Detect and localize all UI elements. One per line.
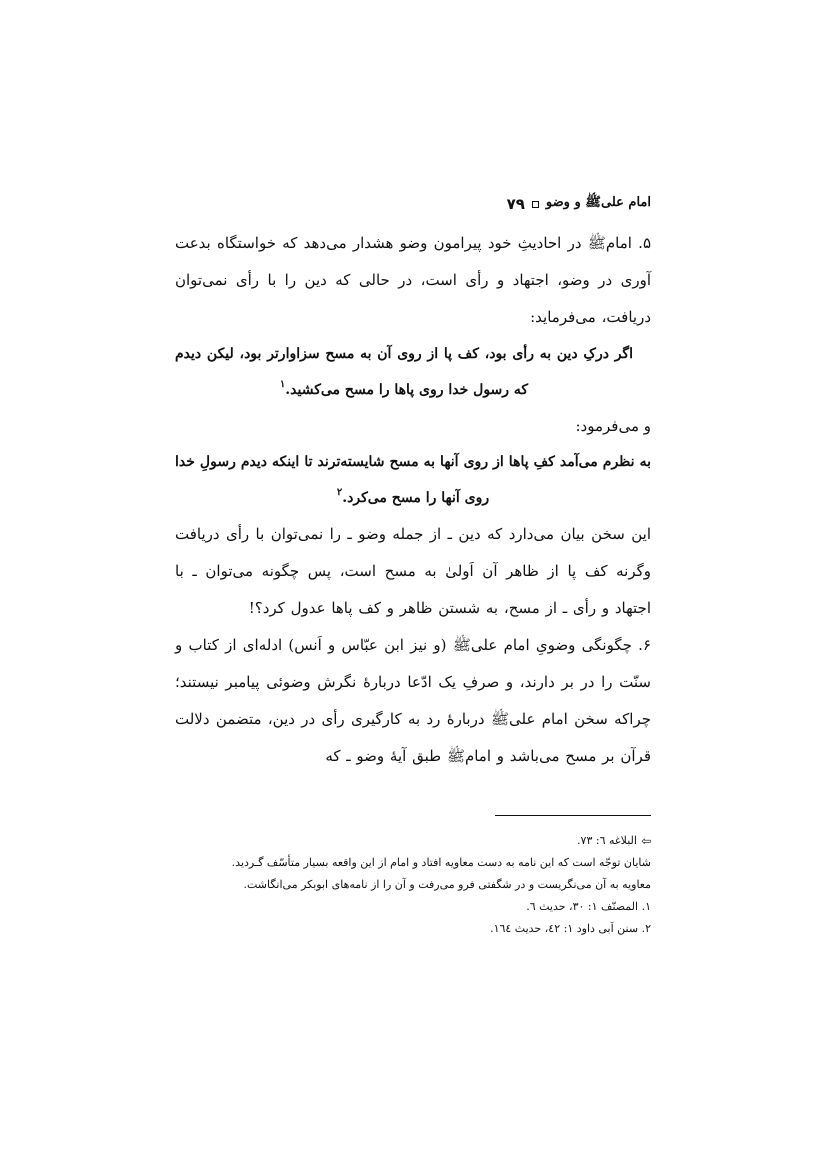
- page-header: [175, 188, 651, 219]
- footnotes: [175, 830, 651, 940]
- lead-text: و می‌فرمود:: [575, 417, 651, 435]
- quote-1-text: اگر درکِ دین به رأی بود، کف پا از روی آن به مسح سزاوارتر بود، لیکن دیدم که رسول خدا روی پاها را مسح می‌کشید.: [175, 346, 633, 398]
- footnote-1: ١. المصنّف ١: ٣٠، حدیث ٦.: [526, 900, 651, 913]
- running-title: امام علی‌ﷺ و وضو: [545, 195, 651, 210]
- quote-1: [175, 336, 651, 408]
- paragraph-explanation: این سخن بیان می‌دارد که دین ـ از جمله وضو ـ را نمی‌توان با رأی دریافت وگرنه کف پا از ظاهر آن اَولیٰ به مسح است، پس چگونه می‌توان ـ با اجتهاد و رأی ـ از مسح، به شستن ظاهر و کف پاها عدول کرد؟!: [175, 525, 651, 617]
- book-page: [175, 188, 651, 1068]
- paragraph-5: ۵. امام‌ﷺ در احادیثِ خود پیرامون وضو هشدار می‌دهد که خواستگاه بدعت آوری در وضو، اجتهاد و رأی است، در حالی که دین را با رأی نمی‌توان دریافت، می‌فرماید:: [175, 234, 651, 326]
- footnote-2: ٢. سنن اَبی داود ١: ٤٢، حدیث ١٦٤.: [490, 922, 651, 935]
- footnote-ref-2: ۲: [336, 487, 343, 499]
- paragraph-6: ۶. چگونگی وضویِ امام علی‌ﷺ (و نیز ابن عبّاس و اَنس) ادله‌ای از کتاب و سنّت را در بر دارند، و صرفِ یک ادّعا دربارهٔ نگرش وضوئی پیامبر نیستند؛ چراکه سخن امام علی‌ﷺ دربارهٔ رد به کارگیری رأی در دین، متضمن دلالت قرآن بر مسح می‌باشد و امام‌ﷺ طبق آیهٔ وضو ـ که: [175, 636, 651, 765]
- footnote-ref-1: ۱: [279, 379, 286, 391]
- footnote-note-cont: معاویه به آن می‌نگریست و در شگفتی فرو می‌رفت و آن را از نامه‌های ابوبکر می‌انگاشت.: [243, 878, 651, 891]
- footnote-continued-text: البلاغه ٦: ٧٣.: [577, 834, 637, 847]
- quote-2: [175, 444, 651, 516]
- square-bullet-icon: [532, 201, 539, 208]
- arrow-icon: ⇨: [640, 834, 651, 848]
- footnote-note: شایان توجّه است که این نامه به دست معاویه افتاد و امام از این واقعه بسیار متأسّف گـردید.: [231, 856, 651, 869]
- main-text: [175, 225, 651, 775]
- footnote-divider: [495, 815, 651, 816]
- quote-2-text: به نظرم می‌آمد کفِ پاها از روی آنها به مسح شایسته‌ترند تا اینکه دیدم رسولِ خدا روی آنها را مسح می‌کرد.: [175, 454, 651, 506]
- footnote-continued: [175, 830, 651, 852]
- page-number: ۷۹: [506, 194, 525, 213]
